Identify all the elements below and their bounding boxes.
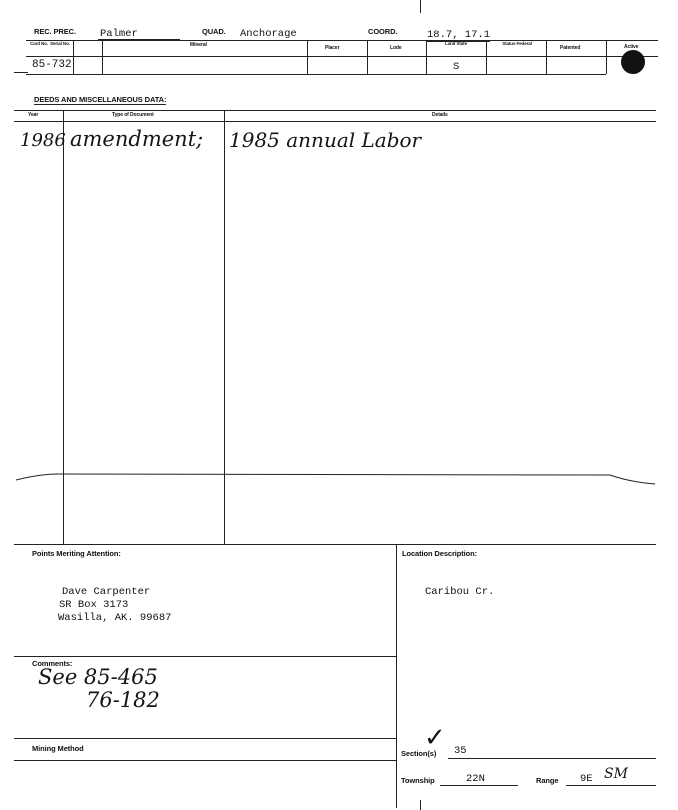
deed-details: 1985 annual Labor [229,128,422,152]
rec-prec-label: REC. PREC. [34,27,76,36]
col-divider [307,40,308,74]
bottom-top-border [14,544,656,545]
section-label: Section(s) [401,749,437,758]
range-value: 9E [580,773,593,785]
row-land-state: S [453,61,460,73]
deeds-section-title: DEEDS AND MISCELLANEOUS DATA: [34,95,167,104]
section-checkmark: ✓ [424,723,446,753]
col-lode: Lode [390,45,402,51]
deeds-year-header: Year [28,112,39,118]
comments-line-1: See 85-465 [38,665,158,689]
deeds-details-header: Details [432,112,448,118]
col-serial-no: Serial No. [50,41,70,46]
comments-top-border [14,656,396,657]
location-label: Location Description: [402,549,477,558]
mining-method-bottom-border [14,760,396,761]
scan-mark-top [420,0,421,13]
township-label: Township [401,776,435,785]
deeds-header-divider [14,121,656,122]
range-hand-value: SM [604,766,628,782]
bottom-col-divider [396,544,397,808]
fold-line [0,466,678,486]
row-card-no: 85-732 [32,59,72,71]
points-line-1: Dave Carpenter [62,586,151,598]
deed-type: amendment; [70,127,204,151]
range-underline [566,785,656,786]
coord-value: 18.7, 17.1 [427,29,491,41]
active-dot [621,50,645,74]
col-placer: Placer [325,45,340,51]
points-line-2: SR Box 3173 [59,599,129,611]
township-value: 22N [466,773,485,785]
col-divider [73,40,74,74]
mining-method-label: Mining Method [32,744,84,753]
top-table-bottom-border [26,74,606,75]
location-value: Caribou Cr. [425,586,495,598]
deed-year: 1986 [20,130,66,151]
col-divider [426,40,427,74]
quad-label: QUAD. [202,27,226,36]
township-underline [440,785,518,786]
top-table-top-border [26,40,658,41]
deeds-type-header: Type of Document [112,112,154,118]
range-label: Range [536,776,559,785]
comments-label: Comments: [32,659,73,668]
comments-line-2: 76-182 [86,688,160,712]
col-mineral: Mineral [190,42,207,48]
coord-label: COORD. [368,27,398,36]
col-card-no: Card No. [30,41,48,46]
points-label: Points Meriting Attention: [32,549,121,558]
rec-prec-value: Palmer [100,28,138,40]
col-status-federal: Status Federal [502,41,532,46]
col-land-state: Land State [444,41,467,46]
scan-mark-bottom [420,800,421,810]
top-table-header-divider [26,56,658,57]
col-divider [102,40,103,74]
section-value: 35 [454,745,467,757]
section-underline [448,758,656,759]
deeds-top-border [14,110,656,111]
col-divider [367,40,368,74]
col-divider [546,40,547,74]
col-patented: Patented [560,45,581,51]
points-line-3: Wasilla, AK. 99687 [58,612,172,624]
col-active: Active [624,44,639,50]
col-divider [606,40,607,74]
mining-method-top-border [14,738,396,739]
top-table-tick [14,72,28,73]
quad-value: Anchorage [240,28,297,40]
col-divider [486,40,487,74]
